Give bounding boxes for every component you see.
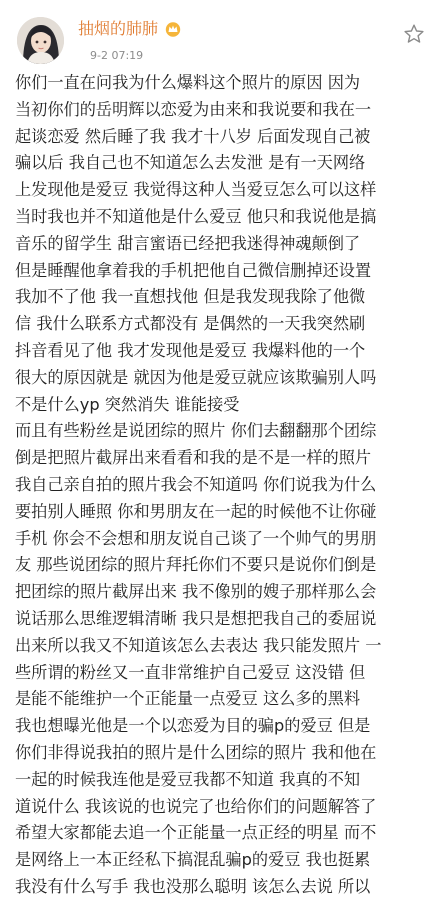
post-text-line: 要拍别人睡照 你和男朋友在一起的时候他不让你碰: [15, 501, 377, 521]
post-text-line: 我没有什么写手 我也没那么聪明 该怎么去说 所以: [15, 876, 371, 896]
anime-girl-avatar-icon: [17, 17, 64, 64]
post-text-line: 当时我也并不知道他是什么爱豆 他只和我说他是搞: [15, 206, 377, 226]
post-text-line: 道说什么 我该说的也说完了也给你们的问题解答了: [15, 796, 377, 816]
avatar[interactable]: [17, 17, 64, 64]
post-text-line: 些所谓的粉丝又一直非常维护自己爱豆 这没错 但: [15, 662, 366, 682]
post-text-line: 把团综的照片截屏出来 我不像别的嫂子那样那么会: [15, 582, 377, 602]
post-body: [15, 70, 430, 901]
star-outline-icon[interactable]: [403, 23, 425, 45]
post-text-line: 当初你们的岳明辉以恋爱为由来和我说要和我在一: [15, 99, 372, 119]
post-text-line: 骗以后 我自己也不知道怎么去发泄 是有一天网络: [15, 153, 366, 173]
post-text-line: 我自己亲自拍的照片我会不知道吗 你们说我为什么: [15, 474, 377, 494]
post-text-line: 抖音看见了他 我才发现他是爱豆 我爆料他的一个: [15, 340, 366, 360]
post-text-line: 说话那么思维逻辑清晰 我只是想把我自己的委屈说: [15, 608, 377, 628]
post-text-line: 上发现他是爱豆 我觉得这种人当爱豆怎么可以这样: [15, 180, 377, 200]
post-text-line: 但是睡醒他拿着我的手机把他自己微信删掉还设置: [15, 260, 372, 280]
post-text-line: 而且有些粉丝是说团综的照片 你们去翻翻那个团综: [15, 421, 377, 441]
post-text-line: 信 我什么联系方式都没有 是偶然的一天我突然刷: [15, 314, 366, 334]
post-text-line: 你们一直在问我为什么爆料这个照片的原因 因为: [15, 73, 361, 92]
post-text-line: 你们非得说我拍的照片是什么团综的照片 我和他在: [15, 742, 377, 762]
author-name[interactable]: 抽烟的肺肺: [78, 19, 159, 38]
post-text-line: 手机 你会不会想和朋友说自己谈了一个帅气的男朋: [15, 528, 377, 548]
post-text-line: 是网络上一本正经私下搞混乱骗p的爱豆 我也挺累: [15, 850, 371, 870]
post-text-line: 很大的原因就是 就因为他是爱豆就应该欺骗别人吗: [15, 367, 377, 387]
post-text-line: 友 那些说团综的照片拜托你们不要只是说你们倒是: [15, 555, 377, 575]
post-text-line: 是能不能维护一个正能量一点爱豆 这么多的黑料: [15, 689, 361, 709]
post-text-line: 起谈恋爱 然后睡了我 我才十八岁 后面发现自己被: [15, 126, 371, 146]
crown-icon: [164, 21, 182, 37]
post-text-line: 音乐的留学生 甜言蜜语已经把我迷得神魂颠倒了: [15, 233, 361, 253]
post-text-line: 我也想曝光他是一个以恋爱为目的骗p的爱豆 但是: [15, 716, 371, 736]
post-timestamp: 9-2 07:19: [90, 49, 144, 62]
post-text-line: 一起的时候我连他是爱豆我都不知道 我真的不知: [15, 769, 361, 789]
post-text-line: 出来所以我又不知道该怎么去表达 我只能发照片 一: [15, 635, 382, 655]
author-row: [78, 19, 182, 39]
post-text-line: 我加不了他 我一直想找他 但是我发现我除了他微: [15, 287, 366, 307]
post-header: [0, 0, 440, 70]
post-text-line: 不是什么yp 突然消失 谁能接受: [15, 394, 240, 414]
post-text-line: 希望大家都能去追一个正能量一点正经的明星 而不: [15, 823, 377, 843]
post-text-line: 倒是把照片截屏出来看看和我的是不是一样的照片: [15, 448, 372, 468]
